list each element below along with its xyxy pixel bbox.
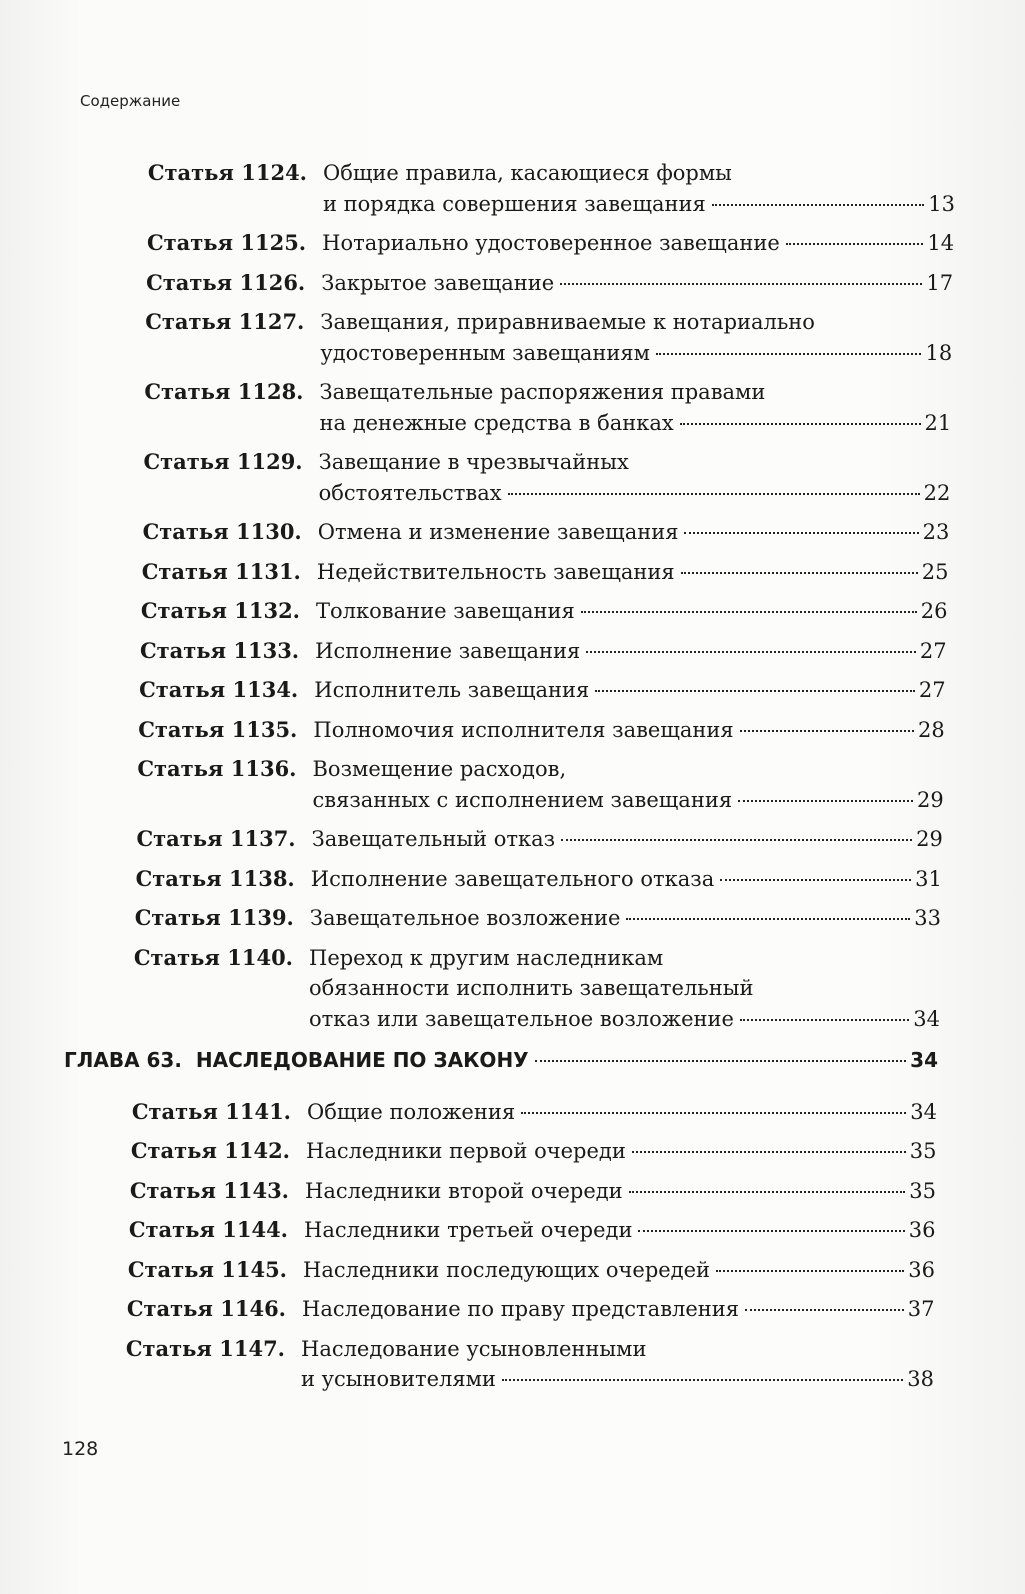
page-ref: 33 bbox=[914, 906, 941, 930]
toc-entry bbox=[0, 447, 1025, 505]
article-title-line: Исполнение завещания bbox=[315, 638, 581, 663]
toc-entry bbox=[0, 864, 1025, 896]
toc-entry bbox=[0, 1255, 1025, 1287]
dot-leader bbox=[745, 1309, 904, 1311]
article-title-block bbox=[323, 158, 955, 219]
article-title-block bbox=[302, 1294, 935, 1325]
article-title-line: Возмещение расходов, bbox=[312, 757, 567, 781]
toc-entry bbox=[0, 377, 1025, 435]
article-number: Статья 1128. bbox=[144, 379, 304, 404]
article-title-line: и усыновителями bbox=[301, 1367, 496, 1391]
toc-entry bbox=[0, 596, 1025, 628]
page-ref: 22 bbox=[923, 480, 951, 505]
page-ref: 28 bbox=[917, 717, 945, 742]
article-title-block bbox=[320, 377, 952, 438]
page-ref: 14 bbox=[927, 231, 955, 255]
article-title-line: Исполнитель завещания bbox=[314, 678, 590, 702]
article-number: Статья 1127. bbox=[145, 309, 305, 334]
toc-entry bbox=[0, 1334, 1025, 1391]
page-ref: 29 bbox=[917, 787, 944, 812]
dot-leader bbox=[632, 1151, 906, 1153]
dot-leader bbox=[740, 730, 914, 732]
dot-leader bbox=[581, 611, 917, 613]
article-title-block bbox=[317, 557, 949, 588]
article-title-line: Переход к другим наследникам bbox=[309, 945, 664, 970]
page-ref: 36 bbox=[908, 1218, 936, 1242]
article-number: Статья 1130. bbox=[142, 519, 302, 544]
article-title-block bbox=[316, 596, 948, 627]
article-number: Статья 1146. bbox=[126, 1296, 286, 1321]
article-title-line: Полномочия исполнителя завещания bbox=[313, 717, 734, 742]
article-number: Статья 1138. bbox=[135, 865, 295, 891]
page-ref: 27 bbox=[918, 678, 946, 702]
chapter-title: НАСЛЕДОВАНИЕ ПО ЗАКОНУ bbox=[195, 1048, 529, 1072]
article-number: Статья 1140. bbox=[133, 944, 293, 970]
dot-leader bbox=[521, 1112, 906, 1114]
dot-leader bbox=[712, 204, 925, 206]
article-title-line: Отмена и изменение завещания bbox=[317, 520, 679, 544]
article-title-block bbox=[304, 1215, 936, 1246]
page-ref: 35 bbox=[909, 1139, 937, 1163]
page-number: 128 bbox=[62, 1438, 99, 1460]
toc-entry bbox=[0, 557, 1025, 589]
dot-leader bbox=[502, 1379, 903, 1381]
dot-leader bbox=[508, 493, 920, 495]
toc-entry bbox=[0, 158, 1025, 216]
article-title-line: Общие правила, касающиеся формы bbox=[323, 161, 732, 185]
article-title-line: на денежные средства в банках bbox=[319, 410, 674, 435]
article-number: Статья 1137. bbox=[136, 826, 296, 851]
toc-entry bbox=[0, 517, 1025, 549]
article-title-block bbox=[312, 824, 943, 855]
article-title-line: Нотариально удостоверенное завещание bbox=[322, 231, 780, 255]
toc-entry bbox=[0, 307, 1025, 365]
dot-leader bbox=[638, 1230, 904, 1232]
dot-leader bbox=[595, 690, 915, 692]
article-title-block bbox=[301, 1334, 934, 1395]
toc-entry bbox=[0, 943, 1025, 1031]
article-number: Статья 1142. bbox=[130, 1138, 290, 1163]
article-title-line: Недействительность завещания bbox=[316, 559, 675, 584]
toc-entry bbox=[0, 228, 1025, 260]
article-number: Статья 1145. bbox=[127, 1256, 287, 1282]
running-header: Содержание bbox=[80, 92, 181, 110]
article-title-block bbox=[311, 864, 942, 895]
dot-leader bbox=[629, 1191, 906, 1193]
article-title-line: Общие положения bbox=[307, 1099, 516, 1124]
page-ref: 29 bbox=[916, 827, 943, 851]
article-title-line: Наследование усыновленными bbox=[301, 1336, 647, 1361]
article-title-line: обстоятельствах bbox=[318, 480, 502, 505]
chapter-label: ГЛАВА 63. bbox=[64, 1048, 182, 1072]
article-title-line: Завещательный отказ bbox=[311, 827, 556, 851]
chapter-heading bbox=[0, 1045, 1025, 1077]
toc-entry bbox=[0, 715, 1025, 747]
dot-leader bbox=[716, 1270, 904, 1272]
article-number: Статья 1129. bbox=[143, 449, 303, 474]
dot-leader bbox=[786, 243, 924, 245]
article-title-block bbox=[313, 715, 944, 746]
article-number: Статья 1126. bbox=[146, 269, 306, 295]
article-number: Статья 1134. bbox=[139, 677, 299, 702]
page-ref: 31 bbox=[915, 866, 942, 891]
page-ref: 21 bbox=[924, 410, 952, 435]
article-title-block bbox=[321, 268, 953, 299]
page-ref: 36 bbox=[908, 1257, 935, 1282]
article-title-line: связанных с исполнением завещания bbox=[312, 787, 733, 812]
article-title-block bbox=[307, 1097, 937, 1128]
article-title-block bbox=[313, 754, 944, 815]
article-title-block bbox=[319, 447, 951, 508]
toc-entry bbox=[0, 824, 1025, 856]
article-title-line: Наследники второй очереди bbox=[305, 1178, 623, 1203]
article-number: Статья 1136. bbox=[137, 756, 297, 781]
article-title-block bbox=[303, 1255, 935, 1286]
page-ref: 13 bbox=[928, 191, 955, 216]
dot-leader bbox=[681, 572, 918, 574]
article-title-line: Завещания, приравниваемые к нотариально bbox=[320, 310, 815, 334]
article-title-line: обязанности исполнить завещательный bbox=[309, 976, 754, 1000]
article-title-line: отказ или завещательное возложение bbox=[309, 1006, 734, 1031]
article-title-block bbox=[306, 1136, 937, 1167]
dot-leader bbox=[560, 283, 922, 285]
article-title-line: и порядка совершения завещания bbox=[323, 191, 706, 216]
article-number: Статья 1133. bbox=[139, 637, 300, 663]
article-title-block bbox=[315, 636, 946, 667]
page-ref: 18 bbox=[925, 340, 953, 365]
article-title-line: Толкование завещания bbox=[316, 599, 575, 623]
page-ref: 26 bbox=[920, 599, 948, 623]
toc-entry bbox=[0, 903, 1025, 935]
article-title-line: Наследники третьей очереди bbox=[304, 1218, 633, 1242]
page-ref: 34 bbox=[910, 1099, 937, 1124]
page-ref: 35 bbox=[909, 1178, 936, 1203]
page-ref: 17 bbox=[926, 270, 954, 295]
dot-leader bbox=[740, 1019, 909, 1021]
page-ref: 25 bbox=[921, 559, 949, 584]
toc-entry bbox=[0, 1294, 1025, 1326]
article-number: Статья 1147. bbox=[125, 1335, 285, 1361]
article-title-block bbox=[314, 675, 945, 706]
dot-leader bbox=[656, 353, 921, 355]
article-title-line: Наследование по праву представления bbox=[302, 1297, 740, 1321]
toc-entry bbox=[0, 1215, 1025, 1247]
article-number: Статья 1143. bbox=[129, 1177, 289, 1203]
dot-leader bbox=[680, 423, 921, 425]
page-ref: 34 bbox=[913, 1006, 940, 1031]
chapter-page-number: 34 bbox=[910, 1048, 938, 1072]
article-title-line: Завещательное возложение bbox=[309, 906, 621, 930]
toc-entry bbox=[0, 675, 1025, 707]
dot-leader bbox=[720, 879, 911, 881]
article-title-line: Завещание в чрезвычайных bbox=[318, 450, 629, 474]
dot-leader bbox=[586, 651, 916, 653]
article-number: Статья 1144. bbox=[128, 1217, 288, 1242]
article-title-line: Исполнение завещательного отказа bbox=[310, 866, 715, 891]
article-title-line: Наследники последующих очередей bbox=[303, 1257, 711, 1282]
toc-entry bbox=[0, 1176, 1025, 1208]
article-number: Статья 1124. bbox=[147, 160, 307, 185]
article-number: Статья 1135. bbox=[138, 716, 298, 742]
page-ref: 23 bbox=[922, 520, 950, 544]
article-title-block bbox=[310, 903, 941, 934]
page-ref: 37 bbox=[907, 1297, 935, 1321]
dot-leader bbox=[738, 800, 913, 802]
article-title-line: Наследники первой очереди bbox=[306, 1139, 626, 1163]
dot-leader bbox=[626, 918, 910, 920]
toc-entry bbox=[0, 1097, 1025, 1129]
article-title-line: Завещательные распоряжения правами bbox=[319, 380, 766, 404]
toc-entry bbox=[0, 268, 1025, 300]
chapter-title-block bbox=[64, 1045, 938, 1075]
article-number: Статья 1125. bbox=[146, 230, 307, 255]
article-title-block bbox=[320, 307, 952, 368]
article-title-block bbox=[305, 1176, 936, 1207]
article-number: Статья 1139. bbox=[134, 905, 294, 930]
article-title-line: Закрытое завещание bbox=[321, 270, 555, 295]
article-title-line: удостоверенным завещаниям bbox=[320, 340, 651, 365]
page-ref: 38 bbox=[907, 1367, 934, 1391]
article-title-block bbox=[322, 228, 954, 259]
dot-leader bbox=[535, 1060, 907, 1062]
article-title-block bbox=[309, 943, 940, 1035]
article-number: Статья 1131. bbox=[141, 558, 301, 584]
page-ref: 27 bbox=[919, 638, 947, 663]
toc-entry bbox=[0, 636, 1025, 668]
dot-leader bbox=[684, 532, 918, 534]
toc-entry bbox=[0, 754, 1025, 812]
article-number: Статья 1132. bbox=[140, 598, 300, 623]
article-number: Статья 1141. bbox=[131, 1098, 291, 1124]
dot-leader bbox=[561, 839, 912, 841]
toc-entry bbox=[0, 1136, 1025, 1168]
article-title-block bbox=[318, 517, 950, 548]
